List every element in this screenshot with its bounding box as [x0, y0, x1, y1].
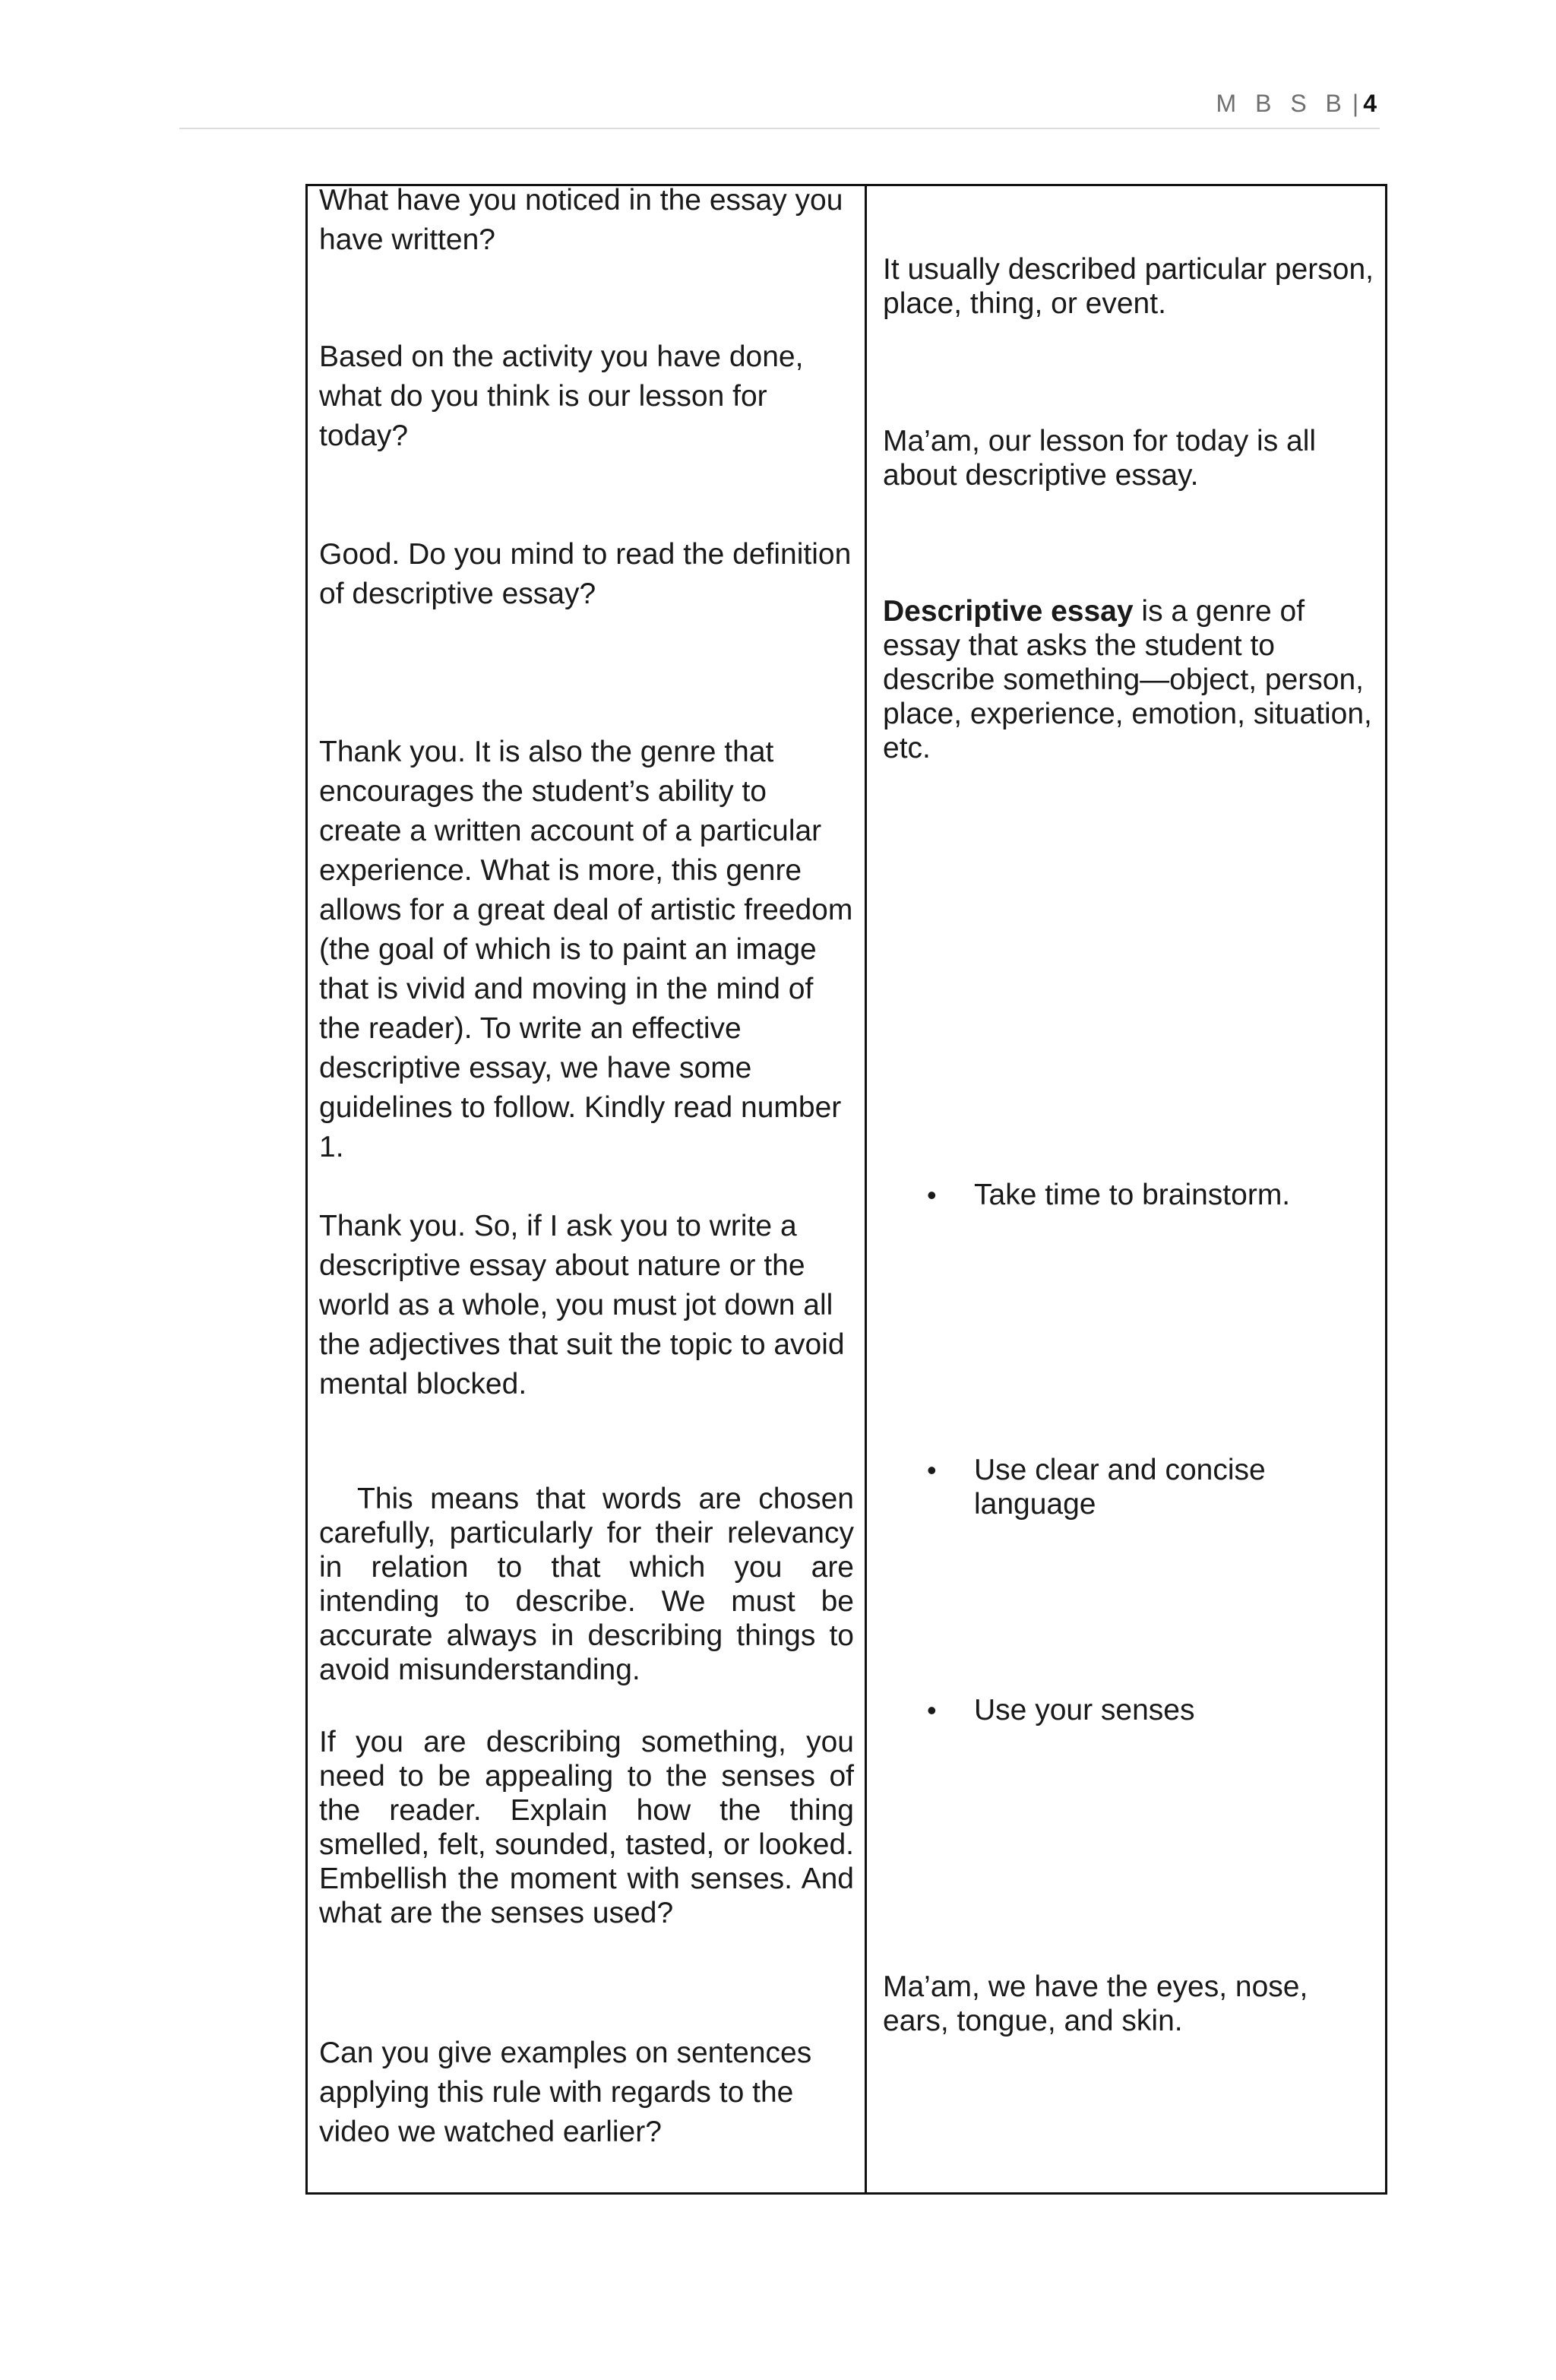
- teacher-question-1: What have you noticed in the essay you have written?: [319, 184, 843, 256]
- guideline-clear-language: Use clear and concise language: [974, 1454, 1266, 1521]
- header-title: M B S B: [1216, 90, 1348, 117]
- column-divider: [865, 184, 867, 2195]
- teacher-brainstorm-note: Thank you. So, if I ask you to write a descriptive essay about nature or the world as a whole, you must jot down all the adjectives that suit the topic to avoid mental blocked.: [319, 1210, 845, 1400]
- teacher-explanation: Thank you. It is also the genre that encourages the student’s ability to create a written account of a particular experience. What is more, this genre allows for a great deal of artistic freedom (the goal of which is to paint an image that is vivid and moving in the mind of the reader). To write an effective descriptive essay, we have some guidelines to follow. Kindly read number 1.: [319, 736, 853, 1163]
- teacher-senses-note: If you are describing something, you need to be appealing to the senses of the reader. Explain how the thing smelled, felt, sounded, tasted, or looked. Embellish the moment with senses. And what are the senses used?: [319, 1726, 854, 1929]
- teacher-clear-language-note: This means that words are chosen carefully, particularly for their relevancy in relation to that which you are intending to describe. We must be accurate always in describing things to avoid misunderstanding.: [319, 1483, 854, 1686]
- guideline-senses: Use your senses: [974, 1694, 1195, 1726]
- guideline-brainstorm: Take time to brainstorm.: [974, 1179, 1291, 1211]
- page-header: [1216, 90, 1377, 118]
- student-answer-2: Ma’am, our lesson for today is all about descriptive essay.: [883, 425, 1317, 492]
- student-answer-senses: Ma’am, we have the eyes, nose, ears, tongue, and skin.: [883, 1970, 1308, 2037]
- teacher-examples-question: Can you give examples on sentences applying this rule with regards to the video we watched earlier?: [319, 2037, 812, 2148]
- bullet-dot-3: •: [927, 1695, 937, 1726]
- definition-term: Descriptive essay: [883, 595, 1134, 628]
- definition-text: is a genre of essay that asks the student to describe something—object, person, place, experience, emotion, situation, etc.: [883, 595, 1372, 764]
- bullet-dot-2: •: [927, 1454, 937, 1486]
- student-definition: [883, 594, 1377, 765]
- teacher-prompt-definition: Good. Do you mind to read the definition of descriptive essay?: [319, 538, 852, 610]
- bullet-dot-1: •: [927, 1179, 937, 1211]
- teacher-question-2: Based on the activity you have done, what do you think is our lesson for today?: [319, 340, 804, 452]
- student-answer-1: It usually described particular person, place, thing, or event.: [883, 253, 1374, 320]
- header-separator: |: [1352, 90, 1359, 117]
- header-rule: [179, 128, 1380, 129]
- page-number: 4: [1363, 90, 1377, 117]
